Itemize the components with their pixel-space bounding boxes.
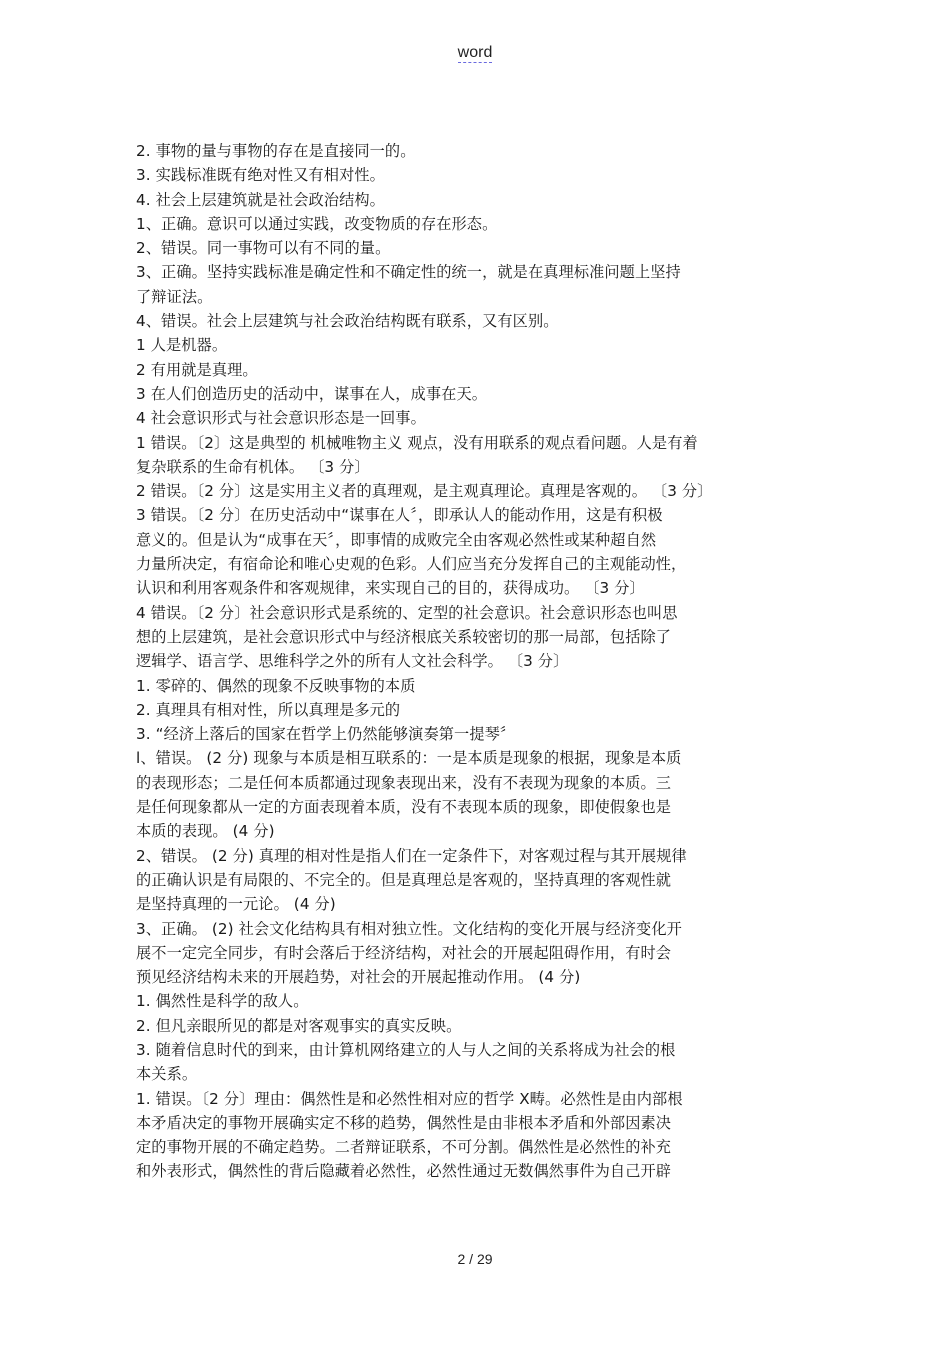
text-line: 3 错误。〔2 分〕在历史活动中“谋事在人〞，即承认人的能动作用，这是有积极 (136, 506, 663, 525)
text-line: 意义的。但是认为“成事在天〞，即事情的成败完全由客观必然性或某种超自然 (136, 530, 657, 549)
text-line: 的正确认识是有局限的、不完全的。但是真理总是客观的，坚持真理的客观性就 (136, 870, 672, 889)
header-title: word (457, 44, 493, 61)
text-line: 3. “经济上落后的国家在哲学上仍然能够演奏第一提琴〞 (136, 725, 516, 744)
text-line: 1. 偶然性是科学的敌人。 (136, 992, 309, 1011)
text-line: 逻辑学、语言学、思维科学之外的所有人文社会科学。 〔3 分〕 (136, 652, 569, 671)
text-line: 的表现形态；二是任何本质都通过现象表现出来，没有不表现为现象的本质。三 (136, 773, 672, 792)
text-line: 3、正确。 (2) 社会文化结构具有相对独立性。文化结构的变化开展与经济变化开 (136, 919, 682, 938)
text-line: 2 有用就是真理。 (136, 360, 258, 379)
page-number: 2 / 29 (457, 1251, 493, 1267)
text-line: 2、错误。同一事物可以有不同的量。 (136, 239, 391, 258)
text-line: 3 在人们创造历史的活动中，谋事在人，成事在天。 (136, 384, 488, 403)
text-line: 2. 事物的量与事物的存在是直接同一的。 (136, 142, 416, 160)
text-line: 4 错误。〔2 分〕社会意识形式是系统的、定型的社会意识。社会意识形态也叫思 (136, 603, 678, 622)
text-line: 1 人是机器。 (136, 336, 228, 355)
text-line: 3、正确。坚持实践标准是确定性和不确定性的统一，就是在真理标准问题上坚持 (136, 263, 681, 282)
text-line: 了辩证法。 (136, 287, 213, 306)
text-line: 展不一定完全同步，有时会落后于经济结构，对社会的开展起阻碍作用，有时会 (136, 943, 672, 962)
text-line: 定的事物开展的不确定趋势。二者辩证联系，不可分割。偶然性是必然性的补充 (136, 1138, 672, 1157)
text-line: 2. 但凡亲眼所见的都是对客观事实的真实反映。 (136, 1016, 462, 1035)
text-line: 1 错误。〔2〕这是典型的 机械唯物主义 观点，没有用联系的观点看问题。人是有着 (136, 433, 698, 452)
text-line: 2、错误。 (2 分) 真理的相对性是指人们在一定条件下，对客观过程与其开展规律 (136, 846, 687, 865)
text-line: 4 社会意识形式与社会意识形态是一回事。 (136, 409, 426, 428)
text-line: 2 错误。〔2 分〕这是实用主义者的真理观，是主观真理论。真理是客观的。 〔3 分〕 (136, 482, 713, 501)
text-line: 力量所决定，有宿命论和唯心史观的色彩。人们应当充分发挥自己的主观能动性， (136, 555, 687, 574)
document-body (136, 139, 826, 1184)
text-line: 认识和利用客观条件和客观规律，来实现自己的目的，获得成功。 〔3 分〕 (136, 579, 645, 598)
text-line: 是任何现象都从一定的方面表现着本质，没有不表现本质的现象，即使假象也是 (136, 798, 672, 817)
text-line: 想的上层建筑，是社会意识形式中与经济根底关系较密切的那一局部，包括除了 (136, 627, 672, 646)
text-line: 3. 随着信息时代的到来，由计算机网络建立的人与人之间的关系将成为社会的根 (136, 1040, 676, 1059)
page-header (0, 44, 950, 62)
text-line: 本质的表现。 (4 分) (136, 822, 275, 841)
text-line: 复杂联系的生命有机体。 〔3 分〕 (136, 457, 370, 476)
page-footer (0, 1251, 950, 1267)
text-line: 预见经济结构未来的开展趋势，对社会的开展起推动作用。 (4 分) (136, 968, 581, 987)
text-line: 3. 实践标准既有绝对性又有相对性。 (136, 166, 385, 185)
text-line: 1. 零碎的、偶然的现象不反映事物的本质 (136, 676, 416, 695)
text-line: 4. 社会上层建筑就是社会政治结构。 (136, 190, 385, 209)
text-line: 和外表形式，偶然性的背后隐藏着必然性，必然性通过无数偶然事件为自己开辟 (136, 1162, 672, 1181)
text-line: 是坚持真理的一元论。 (4 分) (136, 895, 336, 914)
text-line: 1、正确。意识可以通过实践，改变物质的存在形态。 (136, 214, 498, 233)
text-line: 本矛盾决定的事物开展确实定不移的趋势，偶然性是由非根本矛盾和外部因素决 (136, 1113, 672, 1132)
text-line: 1. 错误。〔2 分〕理由：偶然性是和必然性相对应的哲学 X畴。必然性是由内部根 (136, 1089, 683, 1108)
text-line: 4、错误。社会上层建筑与社会政治结构既有联系，又有区别。 (136, 312, 559, 331)
text-line: 本关系。 (136, 1065, 198, 1084)
text-line: 2. 真理具有相对性，所以真理是多元的 (136, 700, 401, 719)
text-line: l、错误。 (2 分) 现象与本质是相互联系的：一是本质是现象的根据，现象是本质 (136, 749, 682, 768)
